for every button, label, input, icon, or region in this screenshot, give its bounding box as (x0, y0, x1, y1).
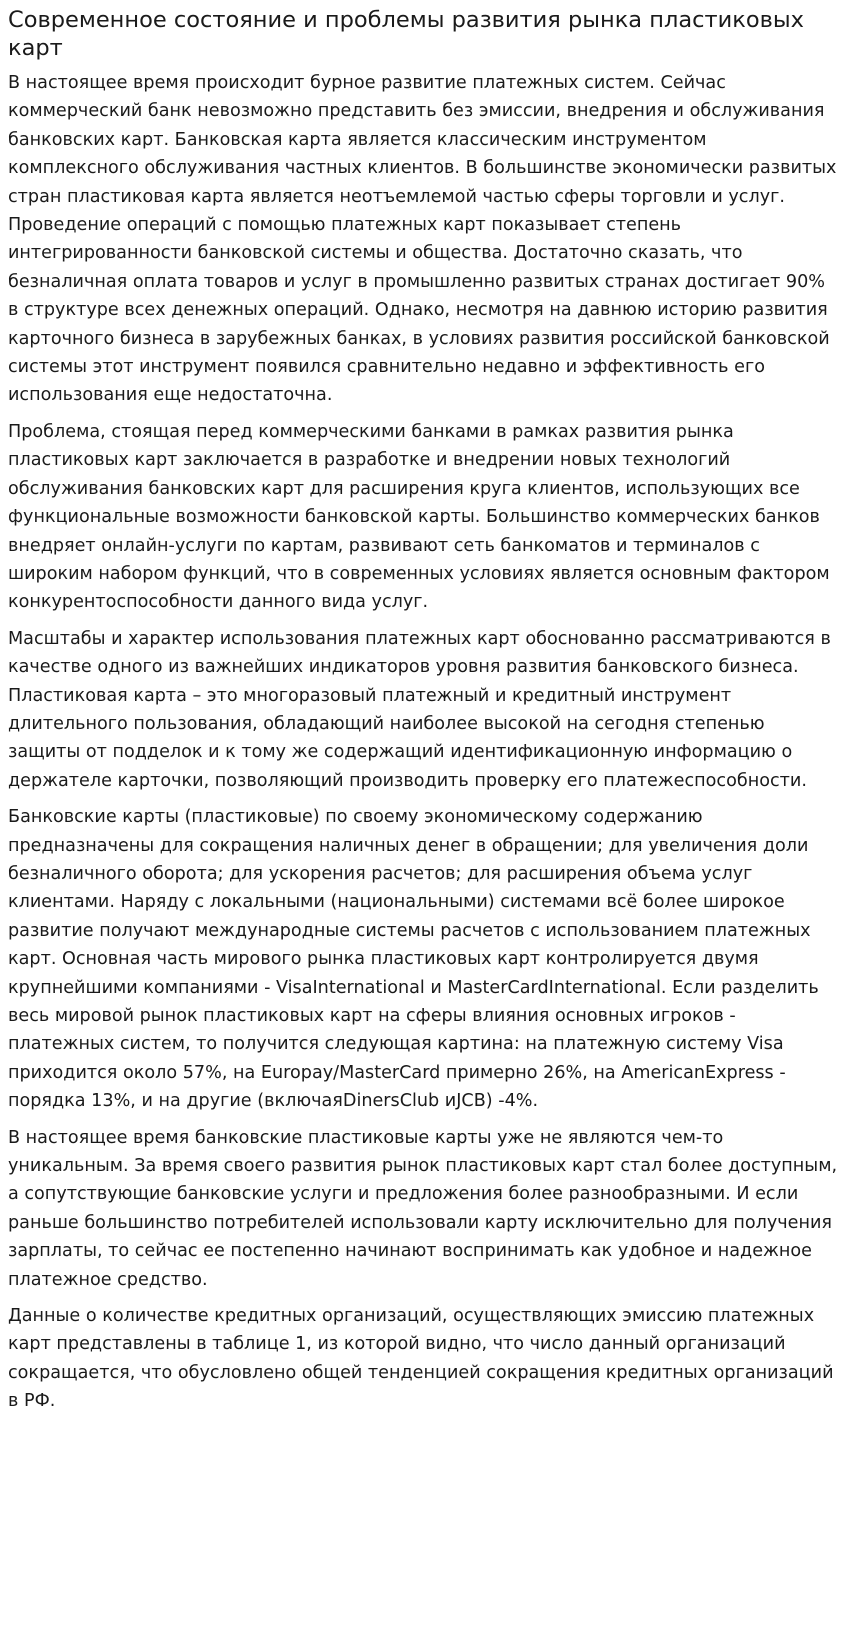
paragraph-5: В настоящее время банковские пластиковые карты уже не являются чем-то уникальным. За время своего развития рынок пластиковых карт стал более доступным, а сопутствующие банковские услуги и предложения более разнообразными. И если раньше большинство потребителей использовали карту исключительно для получения зарплаты, то сейчас ее постепенно начинают воспринимать как удобное и надежное платежное средство. (8, 1127, 838, 1290)
paragraph-6: Данные о количестве кредитных организаций, осуществляющих эмиссию платежных карт представлены в таблице 1, из которой видно, что число данный организаций сокращается, что обусловлено общей тенденцией сокращения кредитных организаций в РФ. (8, 1306, 834, 1412)
document-title: Современное состояние и проблемы развития рынка пластиковых карт (8, 7, 804, 61)
paragraph-1: В настоящее время происходит бурное развитие платежных систем. Сейчас коммерческий банк невозможно представить без эмиссии, внедрения и обслуживания банковских карт. Банковская карта является классическим инструментом комплексного обслуживания частных клиентов. В большинстве экономически развитых стран пластиковая карта является неотъемлемой частью сферы торговли и услуг. Проведение операций с помощью платежных карт показывает степень интегрированности банковской системы и общества. Достаточно сказать, что безналичная оплата товаров и услуг в промышленно развитых странах достигает 90% в структуре всех денежных операций. Однако, несмотря на давнюю историю развития карточного бизнеса в зарубежных банках, в условиях развития российской банковской системы этот инструмент появился сравнительно недавно и эффективность его использования еще недостаточна. (8, 73, 837, 406)
paragraph-3: Масштабы и характер использования платежных карт обоснованно рассматриваются в качестве одного из важнейших индикаторов уровня развития банковского бизнеса. Пластиковая карта – это многоразовый платежный и кредитный инструмент длительного пользования, обладающий наиболее высокой на сегодня степенью защиты от подделок и к тому же содержащий идентификационную информацию о держателе карточки, позволяющий производить проверку его платежеспособности. (8, 628, 831, 791)
paragraph-4: Банковские карты (пластиковые) по своему экономическому содержанию предназначены для сокращения наличных денег в обращении; для увеличения доли безналичного оборота; для ускорения расчетов; для расширения объема услуг клиентами. Наряду с локальными (национальными) системами всё более широкое развитие получают международные системы расчетов с использованием платежных карт. Основная часть мирового рынка пластиковых карт контролируется двумя крупнейшими компаниями - VisaInternational и MasterCardInternational. Если разделить весь мировой рынок пластиковых карт на сферы влияния основных игроков - платежных систем, то получится следующая картина: на платежную систему Visa приходится около 57%, на Europay/MasterCard примерно 26%, на AmericanExpress - порядка 13%, и на другие (включаяDinersClub иJCB) -4%. (8, 807, 819, 1112)
paragraph-2: Проблема, стоящая перед коммерческими банками в рамках развития рынка пластиковых карт заключается в разработке и внедрении новых технологий обслуживания банковских карт для расширения круга клиентов, использующих все функциональные возможности банковской карты. Большинство коммерческих банков внедряет онлайн-услуги по картам, развивают сеть банкоматов и терминалов с широким набором функций, что в современных условиях является основным фактором конкурентоспособности данного вида услуг. (8, 421, 830, 613)
